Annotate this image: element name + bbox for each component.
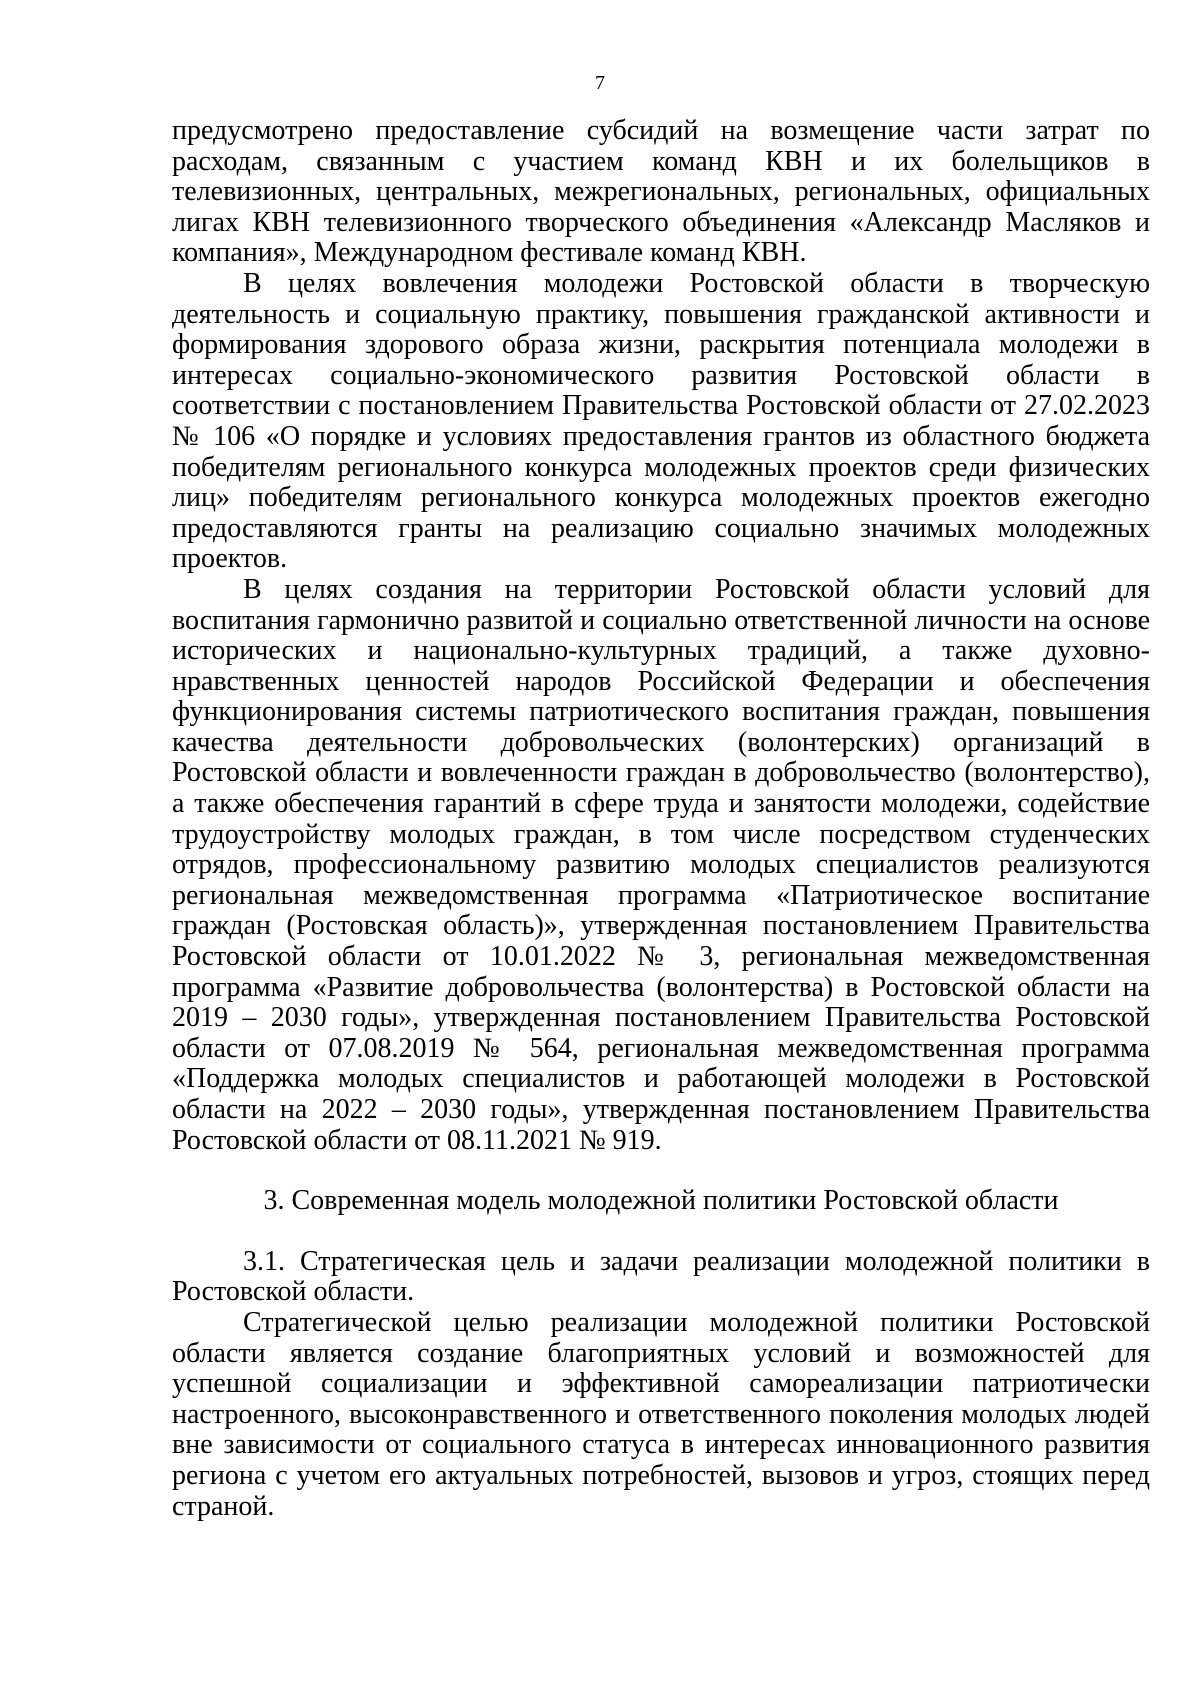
paragraph-youth-grants: В целях вовлечения молодежи Ростовской области в творческую деятельность и социальную практику, повышения гражданской активности и формирования здорового образа жизни, раскрытия потенциала молодежи в интересах социально-экономического развития Ростовской области в соответствии с постановлением Правительства Ростовской области от 27.02.2023 № 106 «О порядке и условиях предоставления грантов из областного бюджета победителям регионального конкурса молодежных проектов среди физических лиц» победителям регионального конкурса молодежных проектов ежегодно предоставляются гранты на реализацию социально значимых молодежных проектов. [172,267,1150,575]
subsection-paragraph: 3.1. Стратегическая цель и задачи реализации молодежной политики в Ростовской области. [172,1245,1150,1308]
paragraph-kvn-subsidies: предусмотрено предоставление субсидий на возмещение части затрат по расходам, связанным с участием команд КВН и их болельщиков в телевизионных, центральных, межрегиональных, региональных, официальных лигах КВН телевизионного творческого объединения «Александр Масляков и компания», Международном фестивале команд КВН. [172,115,1150,269]
paragraph-patriotic-programs: В целях создания на территории Ростовской области условий для воспитания гармонично развитой и социально ответственной личности на основе исторических и национально-культурных традиций, а также духовно-нравственных ценностей народов Российской Федерации и обеспечения функционирования системы патриотического воспитания граждан, повышения качества деятельности добровольческих (волонтерских) организаций в Ростовской области и вовлеченности граждан в добровольчество (волонтерство), а также обеспечения гарантий в сфере труда и занятости молодежи, содействие трудоустройству молодых граждан, в том числе посредством студенческих отрядов, профессиональному развитию молодых специалистов реализуются региональная межведомственная программа «Патриотическое воспитание граждан (Ростовская область)», утвержденная постановлением Правительства Ростовской области от 10.01.2022 № 3, региональная межведомственная программа «Развитие добровольчества (волонтерства) в Ростовской области на 2019 – 2030 годы», утвержденная постановлением Правительства Ростовской области от 07.08.2019 № 564, региональная межведомственная программа «Поддержка молодых специалистов и работающей молодежи в Ростовской области на 2022 – 2030 годы», утвержденная постановлением Правительства Ростовской области от 08.11.2021 № 919. [172,573,1150,1156]
section-heading: 3. Современная модель молодежной политики Ростовской области [263,1185,1059,1217]
paragraph-strategic-goal: Стратегической целью реализации молодежной политики Ростовской области является создание благоприятных условий и возможностей для успешной социализации и эффективной самореализации патриотически настроенного, высоконравственного и ответственного поколения молодых людей вне зависимости от социального статуса в интересах инновационного развития региона с учетом его актуальных потребностей, вызовов и угроз, стоящих перед страной. [172,1306,1150,1522]
page-number: 7 [595,72,605,94]
document-body [172,116,1150,1522]
